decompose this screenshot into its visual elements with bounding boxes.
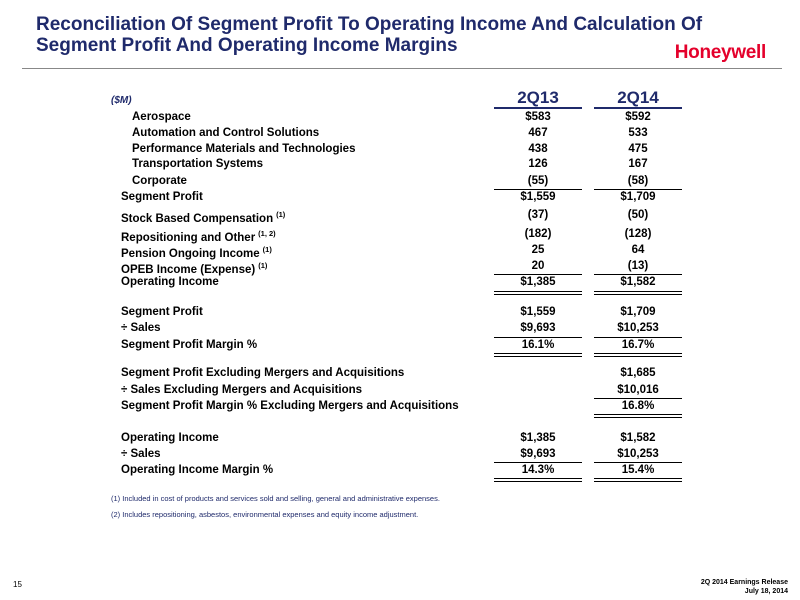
row-label: Segment Profit bbox=[121, 191, 203, 203]
total-double-rule bbox=[594, 478, 682, 482]
release-info bbox=[701, 578, 788, 596]
value-2q14: $1,685 bbox=[620, 367, 656, 379]
value-2q14: 475 bbox=[628, 143, 648, 155]
row-label: Segment Profit Excluding Mergers and Acquisitions bbox=[121, 367, 405, 379]
release-date: July 18, 2014 bbox=[744, 588, 788, 595]
table-row bbox=[0, 304, 800, 320]
value-2q14: (58) bbox=[627, 175, 649, 187]
total-double-rule bbox=[494, 353, 582, 357]
row-label: Aerospace bbox=[132, 111, 191, 123]
table-row bbox=[0, 141, 800, 157]
value-2q13: (37) bbox=[527, 209, 549, 221]
row-label: OPEB Income (Expense) $^{(1)}$ bbox=[121, 261, 268, 276]
value-2q13: $1,559 bbox=[520, 191, 556, 203]
row-label: Segment Profit bbox=[121, 306, 203, 318]
footnote-1: (1) Included in cost of products and services sold and selling, general and administrative expenses. bbox=[111, 494, 440, 503]
table-row bbox=[0, 446, 800, 462]
value-2q14: 16.7% bbox=[621, 339, 655, 351]
row-label: ÷ Sales Excluding Mergers and Acquisitions bbox=[121, 384, 363, 396]
table-row bbox=[0, 125, 800, 141]
value-2q13: $9,693 bbox=[520, 322, 556, 334]
row-label: Operating Income Margin % bbox=[121, 464, 274, 476]
value-2q14: 167 bbox=[628, 158, 648, 170]
value-2q14: $592 bbox=[625, 111, 651, 123]
value-2q13: $1,559 bbox=[520, 306, 556, 318]
value-2q14: $1,709 bbox=[620, 306, 656, 318]
table-row bbox=[0, 337, 800, 353]
value-2q13: 14.3% bbox=[521, 464, 555, 476]
total-double-rule bbox=[594, 291, 682, 295]
value-2q14: $10,253 bbox=[617, 322, 659, 334]
row-label: ÷ Sales bbox=[121, 448, 161, 460]
row-label: Segment Profit Margin % bbox=[121, 339, 258, 351]
row-label: Performance Materials and Technologies bbox=[132, 143, 356, 155]
row-label: ÷ Sales bbox=[121, 322, 161, 334]
total-double-rule bbox=[594, 414, 682, 418]
page-number: 15 bbox=[13, 580, 22, 589]
row-label: Corporate bbox=[132, 175, 187, 187]
value-2q14: (13) bbox=[627, 260, 649, 272]
total-double-rule bbox=[594, 353, 682, 357]
footnote-ref: (1, 2) bbox=[258, 229, 276, 238]
value-2q14: 533 bbox=[628, 127, 648, 139]
honeywell-logo: Honeywell bbox=[674, 42, 766, 63]
value-2q13: $583 bbox=[525, 111, 551, 123]
table-row bbox=[0, 430, 800, 446]
value-2q14: (50) bbox=[627, 209, 649, 221]
row-label: Automation and Control Solutions bbox=[132, 127, 320, 139]
table-row bbox=[0, 173, 800, 189]
table-row bbox=[0, 189, 800, 205]
value-2q13: 126 bbox=[528, 158, 548, 170]
footnote-ref: (1) bbox=[276, 210, 286, 219]
header-divider bbox=[22, 68, 782, 69]
value-2q13: (55) bbox=[527, 175, 549, 187]
value-2q14: 15.4% bbox=[621, 464, 655, 476]
value-2q13: (182) bbox=[524, 228, 552, 240]
value-2q13: 438 bbox=[528, 143, 548, 155]
value-2q13: 467 bbox=[528, 127, 548, 139]
value-2q13: 20 bbox=[531, 260, 545, 272]
row-label: Stock Based Compensation $^{(1)}$ bbox=[121, 210, 286, 225]
value-2q13: $9,693 bbox=[520, 448, 556, 460]
row-label: Operating Income bbox=[121, 432, 219, 444]
row-label: Operating Income bbox=[121, 276, 219, 288]
table-row bbox=[0, 462, 800, 478]
footnote-ref: (1) bbox=[258, 261, 268, 270]
column-header-2q13: 2Q13 bbox=[517, 88, 559, 107]
table-row bbox=[0, 398, 800, 414]
value-2q13: $1,385 bbox=[520, 276, 556, 288]
footnote-ref: (1) bbox=[262, 245, 272, 254]
value-2q13: $1,385 bbox=[520, 432, 556, 444]
table-row bbox=[0, 274, 800, 290]
page-title bbox=[36, 14, 716, 56]
value-2q14: $10,253 bbox=[617, 448, 659, 460]
table-row bbox=[0, 320, 800, 336]
table-row bbox=[0, 382, 800, 398]
column-header-2q14: 2Q14 bbox=[617, 88, 659, 107]
title-line-2: Segment Profit And Operating Income Margins bbox=[36, 35, 458, 56]
row-label: Pension Ongoing Income $^{(1)}$ bbox=[121, 245, 272, 260]
release-title: 2Q 2014 Earnings Release bbox=[700, 579, 788, 586]
value-2q14: $1,582 bbox=[620, 432, 656, 444]
table-row bbox=[0, 258, 800, 274]
row-label: Repositioning and Other $^{(1, 2)}$ bbox=[121, 229, 276, 244]
total-double-rule bbox=[494, 291, 582, 295]
row-label: Transportation Systems bbox=[132, 158, 264, 170]
footnote-2: (2) Includes repositioning, asbestos, environmental expenses and equity income adjustment. bbox=[111, 510, 419, 519]
value-2q14: 16.8% bbox=[621, 400, 655, 412]
title-line-1: Reconciliation Of Segment Profit To Operating Income And Calculation Of bbox=[36, 14, 703, 35]
value-2q14: $1,709 bbox=[620, 191, 656, 203]
table-row bbox=[0, 226, 800, 242]
table-row bbox=[0, 207, 800, 223]
table-row bbox=[0, 365, 800, 381]
value-2q14: 64 bbox=[631, 244, 645, 256]
table-row bbox=[0, 156, 800, 172]
unit-label: ($M) bbox=[111, 95, 132, 106]
value-2q14: $1,582 bbox=[620, 276, 656, 288]
table-row bbox=[0, 242, 800, 258]
row-label: Segment Profit Margin % Excluding Mergers and Acquisitions bbox=[121, 400, 459, 412]
total-double-rule bbox=[494, 478, 582, 482]
value-2q14: $10,016 bbox=[617, 384, 659, 396]
value-2q13: 16.1% bbox=[521, 339, 555, 351]
value-2q14: (128) bbox=[624, 228, 652, 240]
table-row bbox=[0, 109, 800, 125]
value-2q13: 25 bbox=[531, 244, 545, 256]
